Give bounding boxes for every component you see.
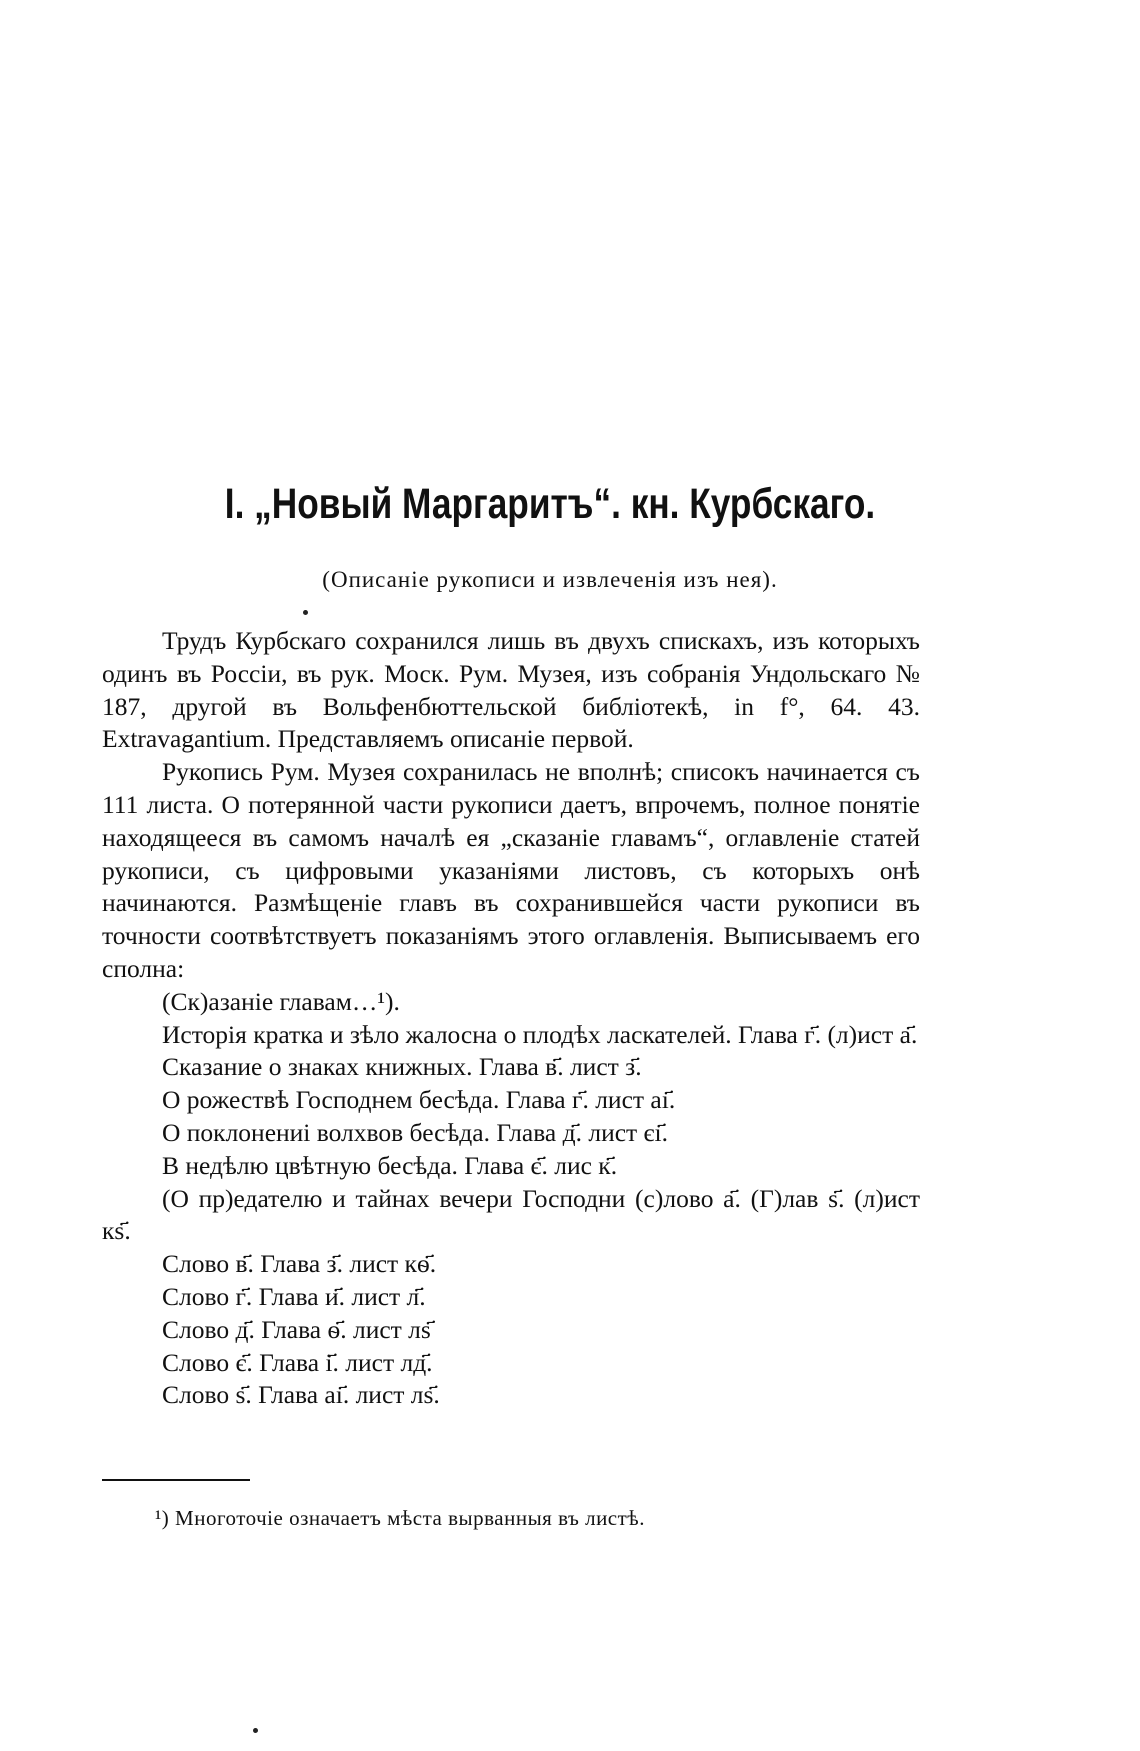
print-speck [253, 1728, 258, 1733]
toc-item: Слово ѕ҃. Глава аı҃. лист лѕ҃. [162, 1380, 440, 1410]
toc-item: Слово в҃. Глава з҃. лист кѳ҃. [162, 1249, 437, 1279]
toc-item: Слово д҃. Глава ѳ҃. лист лѕ҃ [162, 1314, 431, 1344]
toc-item: Слово г҃. Глава и҃. лист л҃. [162, 1281, 426, 1311]
toc-item: Сказание о знаках книжных. Глава в҃. лист з҃. [162, 1052, 642, 1082]
toc-item: (О пр)едателю и тайнах вечери Господни (с)лово а҃. (Г)лав ѕ҃. (л)ист кѕ҃. [102, 1183, 920, 1246]
toc-item: О поклонениі волхвов бесѣда. Глава д҃. лист єı҃. [162, 1117, 668, 1147]
paragraph: Трудъ Курбскаго сохранился лишь въ двухъ спискахъ, изъ которыхъ одинъ въ Россіи, въ рук. Моск. Рум. Музея, изъ собранія Ундольскаго № 187, другой въ Вольфенбюттельской библіотекѣ, in f°, 64. 43. Extravagantium. Представляемъ описаніе первой. [102, 626, 920, 754]
toc-heading: (Ск)азаніе главам…¹). [162, 986, 400, 1016]
paragraph: Рукопись Рум. Музея сохранилась не вполнѣ; списокъ начинается съ 111 листа. О потерянной части рукописи даетъ, впрочемъ, полное понятіе находящееся въ самомъ началѣ ея „сказаніе главамъ“, оглавленіе статей рукописи, съ цифровыми указаніями листовъ, съ которыхъ онѣ начинаются. Размѣщеніе главъ въ сохранившейся части рукописи въ точности соотвѣтствуетъ показаніямъ этого оглавленія. Выписываемъ его сполна: [102, 757, 920, 983]
page-subtitle: (Описаніе рукописи и извлеченія изъ нея). [322, 567, 778, 592]
page-title: I. „Новый Маргаритъ“. кн. Курбскаго. [224, 480, 876, 528]
footnote-rule [102, 1479, 250, 1481]
toc-item: Исторія кратка и зѣло жалосна о плодѣх ласкателей. Глава г҃. (л)ист а҃. [162, 1019, 918, 1049]
footnote: ¹) Многоточіе означаетъ мѣста вырванныя въ листѣ. [155, 1506, 645, 1530]
toc-item: В недѣлю цвѣтную бесѣда. Глава є҃. лис к҃. [162, 1150, 618, 1180]
toc-item: Слово є҃. Глава і҃. лист лд҃. [162, 1347, 433, 1377]
toc-item: О рожествѣ Господнем бесѣда. Глава г҃. лист аı҃. [162, 1085, 676, 1115]
main-text [102, 625, 920, 1412]
print-speck [303, 610, 308, 615]
